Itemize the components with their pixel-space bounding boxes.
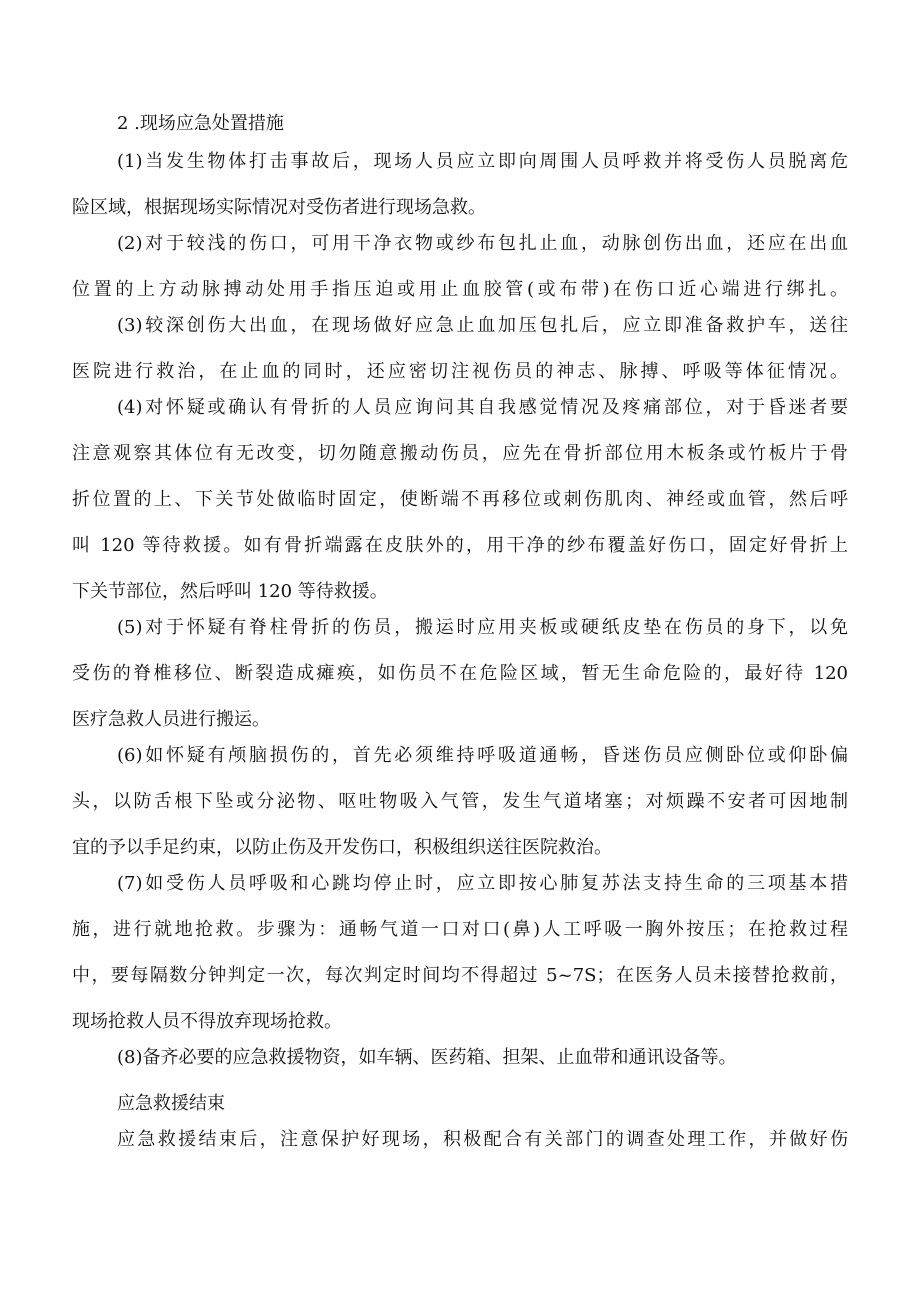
subheading-rescue-end: 应急救援结束 <box>117 1093 225 1114</box>
paragraph-7-line-2: 施，进行就地抢救。步骤为：通畅气道一口对口(鼻)人工呼吸一胸外按压；在抢救过程 <box>72 919 848 940</box>
section-heading: 2 .现场应急处置措施 <box>117 113 284 134</box>
paragraph-7-line-3: 中，要每隔数分钟判定一次，每次判定时间均不得超过 5~7S；在医务人员未接替抢救前， <box>72 965 848 986</box>
paragraph-8-line-1: (8)备齐必要的应急救援物资，如车辆、医药箱、担架、止血带和通讯设备等。 <box>117 1047 737 1068</box>
paragraph-1-line-2: 险区域，根据现场实际情况对受伤者进行现场急救。 <box>72 197 486 218</box>
paragraph-2-line-1: (2)对于较浅的伤口，可用干净衣物或纱布包扎止血，动脉创伤出血，还应在出血 <box>117 233 848 254</box>
paragraph-5-line-2: 受伤的脊椎移位、断裂造成瘫痪，如伤员不在危险区域，暂无生命危险的，最好待 120 <box>72 663 848 684</box>
paragraph-7-line-1: (7)如受伤人员呼吸和心跳均停止时，应立即按心肺复苏法支持生命的三项基本措 <box>117 873 848 894</box>
paragraph-4-line-5: 下关节部位，然后呼叫 120 等待救援。 <box>72 581 388 602</box>
paragraph-6-line-1: (6)如怀疑有颅脑损伤的，首先必须维持呼吸道通畅，昏迷伤员应侧卧位或仰卧偏 <box>117 745 848 766</box>
paragraph-2-line-2: 位置的上方动脉搏动处用手指压迫或用止血胶管(或布带)在伤口近心端进行绑扎。 <box>72 279 848 300</box>
paragraph-4-line-4: 叫 120 等待救援。如有骨折端露在皮肤外的，用干净的纱布覆盖好伤口，固定好骨折上 <box>72 535 848 556</box>
paragraph-5-line-1: (5)对于怀疑有脊柱骨折的伤员，搬运时应用夹板或硬纸皮垫在伤员的身下，以免 <box>117 617 848 638</box>
paragraph-5-line-3: 医疗急救人员进行搬运。 <box>72 709 270 730</box>
paragraph-3-line-2: 医院进行救治，在止血的同时，还应密切注视伤员的神志、脉搏、呼吸等体征情况。 <box>72 361 848 382</box>
paragraph-4-line-3: 折位置的上、下关节处做临时固定，使断端不再移位或刺伤肌肉、神经或血管，然后呼 <box>72 489 848 510</box>
paragraph-7-line-4: 现场抢救人员不得放弃现场抢救。 <box>72 1011 342 1032</box>
paragraph-4-line-2: 注意观察其体位有无改变，切勿随意搬动伤员，应先在骨折部位用木板条或竹板片于骨 <box>72 443 848 464</box>
paragraph-1-line-1: (1)当发生物体打击事故后，现场人员应立即向周围人员呼救并将受伤人员脱离危 <box>117 151 848 172</box>
paragraph-6-line-3: 宜的予以手足约束，以防止伤及开发伤口，积极组织送往医院救治。 <box>72 837 612 858</box>
paragraph-6-line-2: 头，以防舌根下坠或分泌物、呕吐物吸入气管，发生气道堵塞；对烦躁不安者可因地制 <box>72 791 848 812</box>
paragraph-3-line-1: (3)较深创伤大出血，在现场做好应急止血加压包扎后，应立即准备救护车，送往 <box>117 315 848 336</box>
paragraph-4-line-1: (4)对怀疑或确认有骨折的人员应询问其自我感觉情况及疼痛部位，对于昏迷者要 <box>117 397 848 418</box>
paragraph-9-line-1: 应急救援结束后，注意保护好现场，积极配合有关部门的调查处理工作，并做好伤 <box>117 1129 848 1150</box>
